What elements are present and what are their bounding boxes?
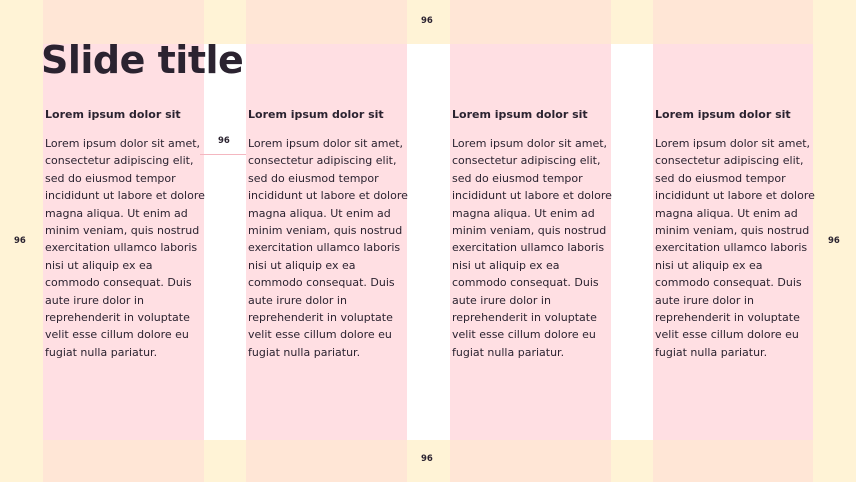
column-margin-overlap	[246, 440, 407, 482]
column-heading: Lorem ipsum dolor sit	[45, 108, 181, 121]
column-margin-overlap	[653, 0, 813, 44]
column-body-text: Lorem ipsum dolor sit amet, consectetur adipiscing elit, sed do eiusmod tempor incididunt ut labore et dolore magna aliqua. Ut enim ad minim veniam, quis nostrud exercitation ullamco laboris nisi ut aliquip ex ea commodo consequat. Duis aute irure dolor in reprehenderit in voluptate velit esse cillum dolore eu fugiat nulla pariatur.	[655, 137, 815, 359]
column-margin-overlap	[450, 440, 611, 482]
column-margin-overlap	[43, 440, 204, 482]
left-margin-label: 96	[14, 236, 26, 246]
gutter-label: 96	[218, 136, 230, 146]
column-body-text: Lorem ipsum dolor sit amet, consectetur adipiscing elit, sed do eiusmod tempor incididunt ut labore et dolore magna aliqua. Ut enim ad minim veniam, quis nostrud exercitation ullamco laboris nisi ut aliquip ex ea commodo consequat. Duis aute irure dolor in reprehenderit in voluptate velit esse cillum dolore eu fugiat nulla pariatur.	[452, 137, 612, 359]
content-column-3	[452, 108, 614, 361]
content-column-2	[248, 108, 410, 361]
slide-title: Slide title	[41, 38, 244, 82]
content-column-1	[45, 108, 207, 361]
content-column-4	[655, 108, 817, 361]
column-margin-overlap	[653, 440, 813, 482]
column-heading: Lorem ipsum dolor sit	[248, 108, 384, 121]
column-heading: Lorem ipsum dolor sit	[452, 108, 588, 121]
right-margin-label: 96	[828, 236, 840, 246]
column-body-text: Lorem ipsum dolor sit amet, consectetur adipiscing elit, sed do eiusmod tempor incididunt ut labore et dolore magna aliqua. Ut enim ad minim veniam, quis nostrud exercitation ullamco laboris nisi ut aliquip ex ea commodo consequat. Duis aute irure dolor in reprehenderit in voluptate velit esse cillum dolore eu fugiat nulla pariatur.	[248, 137, 408, 359]
bottom-margin-label: 96	[421, 454, 433, 464]
column-body-text: Lorem ipsum dolor sit amet, consectetur adipiscing elit, sed do eiusmod tempor incididunt ut labore et dolore magna aliqua. Ut enim ad minim veniam, quis nostrud exercitation ullamco laboris nisi ut aliquip ex ea commodo consequat. Duis aute irure dolor in reprehenderit in voluptate velit esse cillum dolore eu fugiat nulla pariatur.	[45, 137, 205, 359]
column-heading: Lorem ipsum dolor sit	[655, 108, 791, 121]
column-margin-overlap	[450, 0, 611, 44]
top-margin-label: 96	[421, 16, 433, 26]
column-margin-overlap	[246, 0, 407, 44]
